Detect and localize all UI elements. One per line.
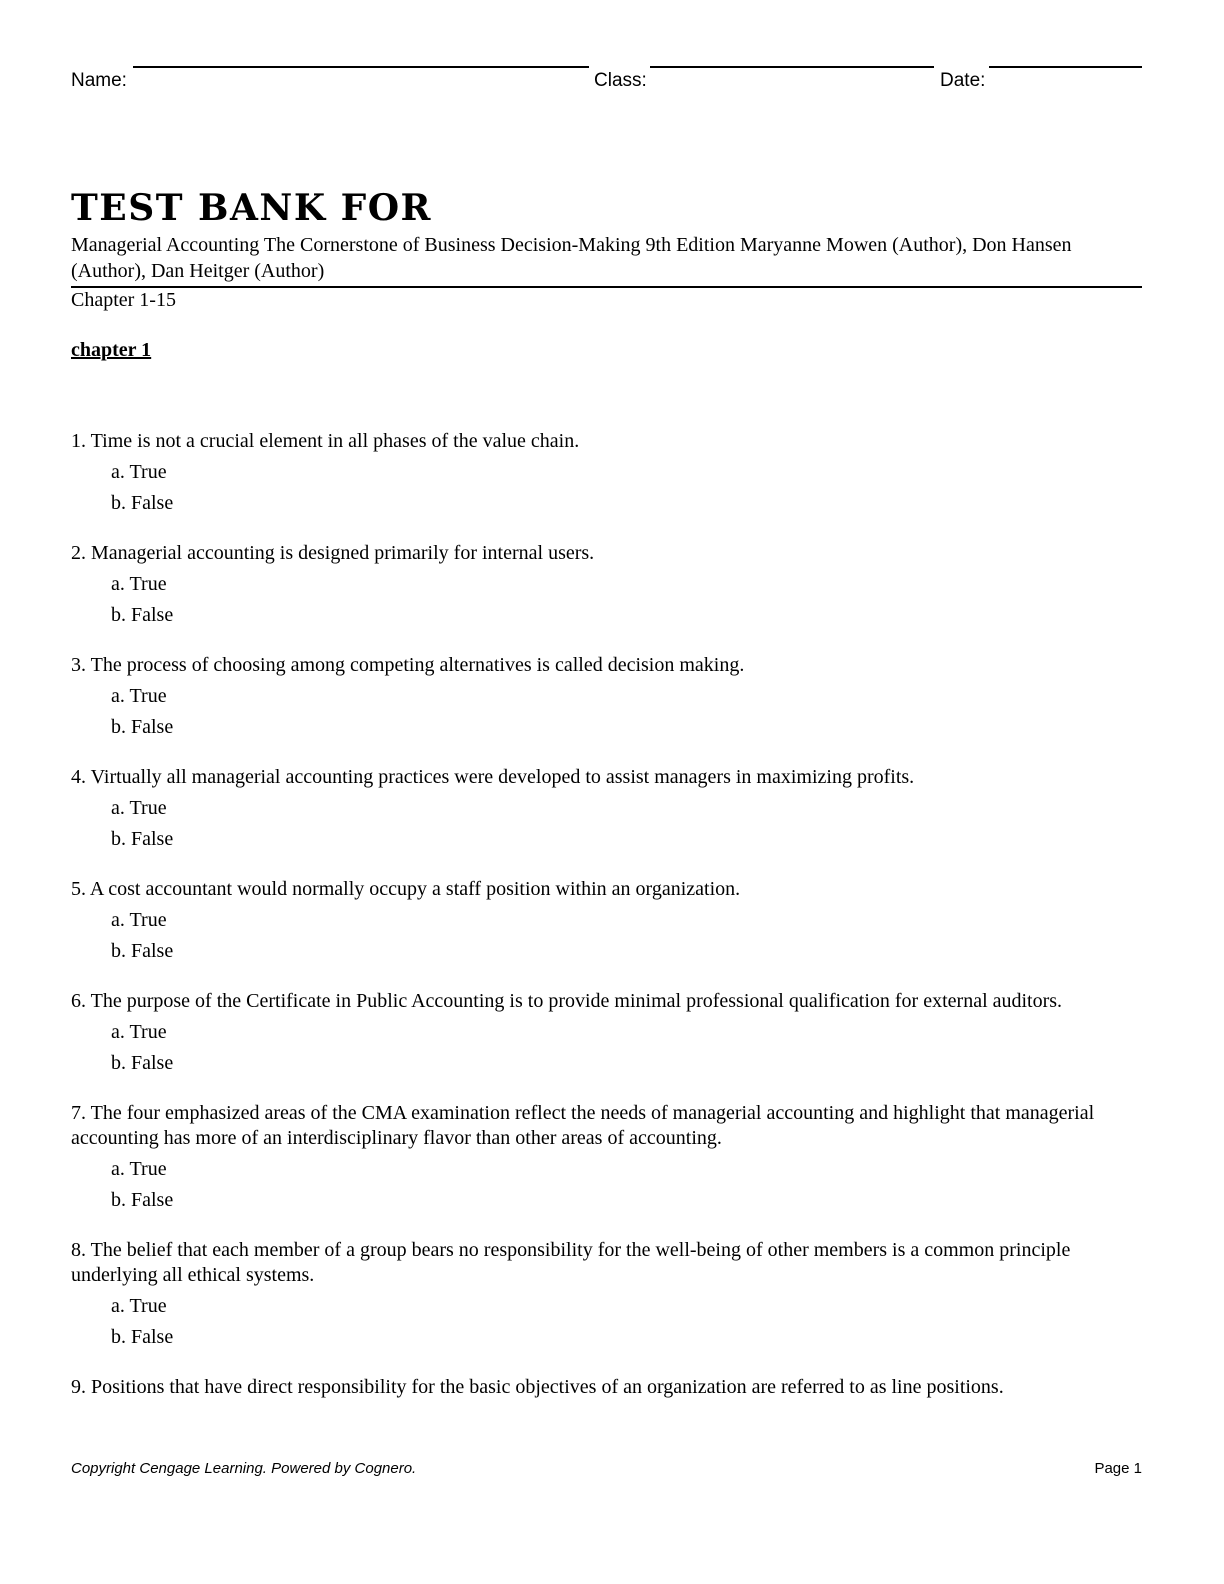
answer-options — [71, 457, 1142, 519]
answer-options — [71, 1017, 1142, 1079]
answer-option-true: a. True — [111, 461, 167, 483]
answer-options — [71, 681, 1142, 743]
answer-option-true: a. True — [111, 1295, 167, 1317]
page-number: Page 1 — [1094, 1460, 1142, 1477]
answer-option-true: a. True — [111, 1158, 167, 1180]
question — [71, 989, 1142, 1079]
chapter-heading: chapter 1 — [71, 339, 152, 361]
class-blank-line[interactable] — [650, 66, 934, 68]
answer-options — [71, 569, 1142, 631]
question-text: 8. The belief that each member of a group bears no responsibility for the well-being of other members is a common principle underlying all ethical systems. — [71, 1239, 1071, 1286]
answer-options — [71, 905, 1142, 967]
copyright-notice: Copyright Cengage Learning. Powered by Cognero. — [71, 1460, 417, 1477]
answer-options — [71, 793, 1142, 855]
answer-options — [71, 1291, 1142, 1353]
answer-options — [71, 1154, 1142, 1216]
name-label: Name: — [71, 70, 127, 91]
question — [71, 877, 1142, 967]
answer-option-false: b. False — [111, 716, 174, 738]
question — [71, 765, 1142, 855]
answer-option-true: a. True — [111, 1021, 167, 1043]
question-text: 9. Positions that have direct responsibility for the basic objectives of an organization are referred to as line positions. — [71, 1376, 1004, 1398]
answer-option-true: a. True — [111, 685, 167, 707]
book-subtitle: Managerial Accounting The Cornerstone of Business Decision-Making 9th Edition Maryanne Mowen (Author), Don Hansen (Author), Dan Heitger (Author) — [71, 232, 1142, 288]
answer-option-false: b. False — [111, 1326, 174, 1348]
class-label: Class: — [594, 70, 647, 91]
question — [71, 1101, 1142, 1216]
date-label: Date: — [940, 70, 986, 91]
question-text: 3. The process of choosing among competing alternatives is called decision making. — [71, 654, 745, 676]
name-blank-line[interactable] — [133, 66, 589, 68]
answer-option-true: a. True — [111, 797, 167, 819]
answer-option-false: b. False — [111, 1189, 174, 1211]
answer-option-true: a. True — [111, 909, 167, 931]
question — [71, 541, 1142, 631]
student-info-header — [71, 70, 1142, 98]
question-text: 1. Time is not a crucial element in all phases of the value chain. — [71, 430, 580, 452]
answer-option-false: b. False — [111, 940, 174, 962]
document-title: TEST BANK FOR — [71, 187, 432, 229]
question — [71, 653, 1142, 743]
answer-option-true: a. True — [111, 573, 167, 595]
answer-option-false: b. False — [111, 1052, 174, 1074]
question — [71, 1375, 1142, 1400]
question — [71, 429, 1142, 519]
question-text: 4. Virtually all managerial accounting practices were developed to assist managers in maximizing profits. — [71, 766, 915, 788]
question-text: 5. A cost accountant would normally occupy a staff position within an organization. — [71, 878, 741, 900]
question-text: 2. Managerial accounting is designed primarily for internal users. — [71, 542, 595, 564]
answer-option-false: b. False — [111, 604, 174, 626]
date-blank-line[interactable] — [989, 66, 1142, 68]
answer-option-false: b. False — [111, 828, 174, 850]
question-text: 7. The four emphasized areas of the CMA examination reflect the needs of managerial accounting and highlight that managerial accounting has more of an interdisciplinary flavor than other areas of accounting. — [71, 1102, 1095, 1149]
answer-option-false: b. False — [111, 492, 174, 514]
question-text: 6. The purpose of the Certificate in Public Accounting is to provide minimal professional qualification for external auditors. — [71, 990, 1063, 1012]
chapter-range: Chapter 1-15 — [71, 289, 176, 311]
question-list — [71, 429, 1142, 1422]
page-footer — [71, 1460, 1142, 1482]
question — [71, 1238, 1142, 1353]
